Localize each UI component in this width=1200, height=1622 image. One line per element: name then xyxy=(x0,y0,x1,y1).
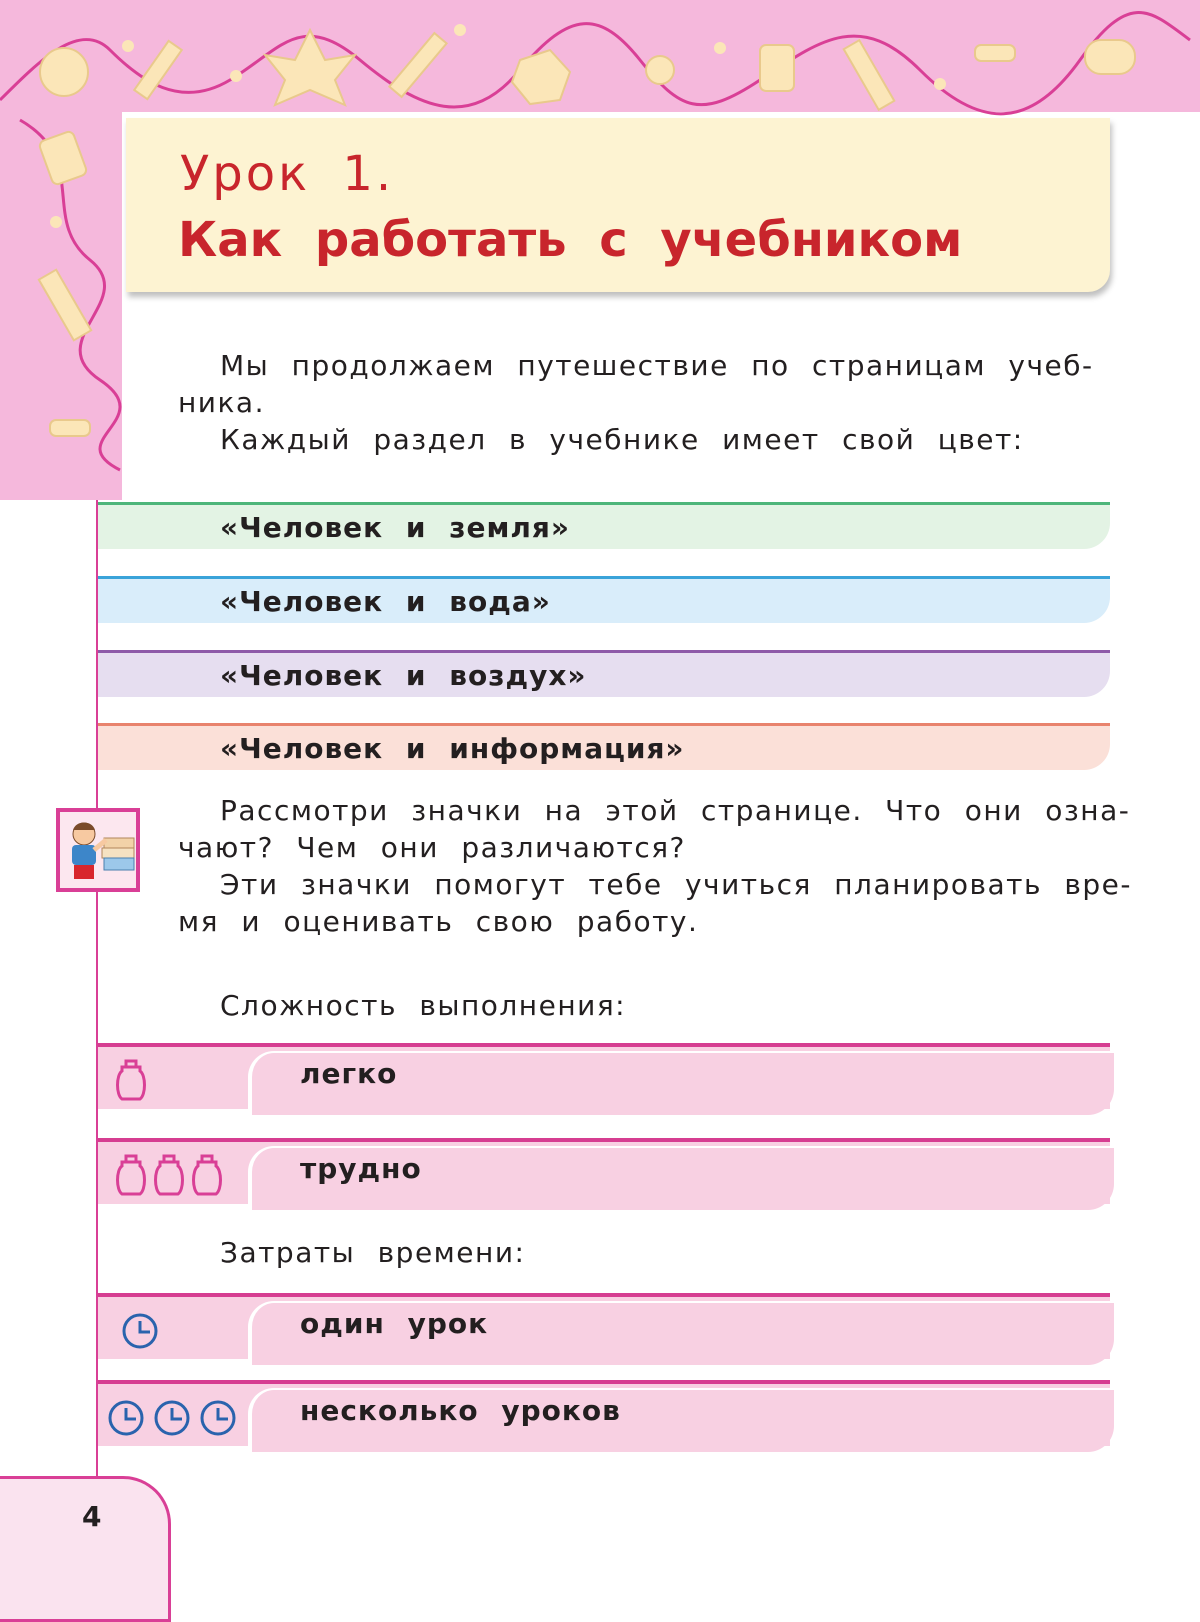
legend-hard xyxy=(98,1138,1110,1204)
intro-line-1: Мы продолжаем путешествие по страницам учеб- xyxy=(220,349,1094,382)
scissors-icon xyxy=(646,56,674,84)
legend-icon-cell xyxy=(98,1047,250,1109)
lesson-number: Урок 1. xyxy=(180,146,395,202)
legend-icon-cell xyxy=(98,1142,250,1204)
icons-line-2: чают? Чем они различаются? xyxy=(178,831,686,864)
legend-label: легко xyxy=(300,1057,398,1090)
screw-icon xyxy=(975,45,1015,61)
weight-icon xyxy=(156,1156,183,1194)
intro-line-2: ника. xyxy=(178,386,265,419)
section-label: «Человек и информация» xyxy=(220,732,685,765)
difficulty-heading: Сложность выполнения: xyxy=(220,989,627,1022)
section-information xyxy=(98,723,1110,770)
section-earth xyxy=(98,502,1110,549)
section-label: «Человек и вода» xyxy=(220,585,551,618)
weight-icon xyxy=(194,1156,221,1194)
legend-label: трудно xyxy=(300,1152,422,1185)
clock-icon xyxy=(110,1402,142,1434)
weight-icon xyxy=(118,1156,145,1194)
page-number-tab xyxy=(0,1476,171,1622)
legend-label: несколько уроков xyxy=(300,1394,621,1427)
clock-icon xyxy=(202,1402,234,1434)
legend-several-lessons xyxy=(98,1380,1110,1446)
legend-label: один урок xyxy=(300,1307,489,1340)
intro-line-3: Каждый раздел в учебнике имеет свой цвет: xyxy=(220,423,1024,456)
section-label: «Человек и воздух» xyxy=(220,659,587,692)
legend-icon-cell xyxy=(98,1297,250,1359)
clock-icon xyxy=(156,1402,188,1434)
side-screw-icon xyxy=(50,420,90,436)
time-heading: Затраты времени: xyxy=(220,1236,526,1269)
clock-icon xyxy=(124,1315,156,1347)
legend-icon-cell xyxy=(98,1384,250,1446)
section-water xyxy=(98,576,1110,623)
lesson-title: Как работать с учебником xyxy=(178,212,963,268)
button-icon xyxy=(40,48,88,96)
section-label: «Человек и земля» xyxy=(220,511,570,544)
legend-one-lesson xyxy=(98,1293,1110,1359)
icons-line-1: Рассмотри значки на этой странице. Что они озна- xyxy=(220,794,1131,827)
section-air xyxy=(98,650,1110,697)
icons-line-4: мя и оценивать свою работу. xyxy=(178,905,699,938)
thread-icon xyxy=(1085,40,1135,74)
legend-easy xyxy=(98,1043,1110,1109)
page-number: 4 xyxy=(82,1500,102,1533)
glue-icon xyxy=(760,45,794,91)
icons-line-3: Эти значки помогут тебе учиться планировать вре- xyxy=(220,868,1132,901)
kid-with-books-icon xyxy=(56,808,140,892)
weight-icon xyxy=(118,1061,145,1099)
